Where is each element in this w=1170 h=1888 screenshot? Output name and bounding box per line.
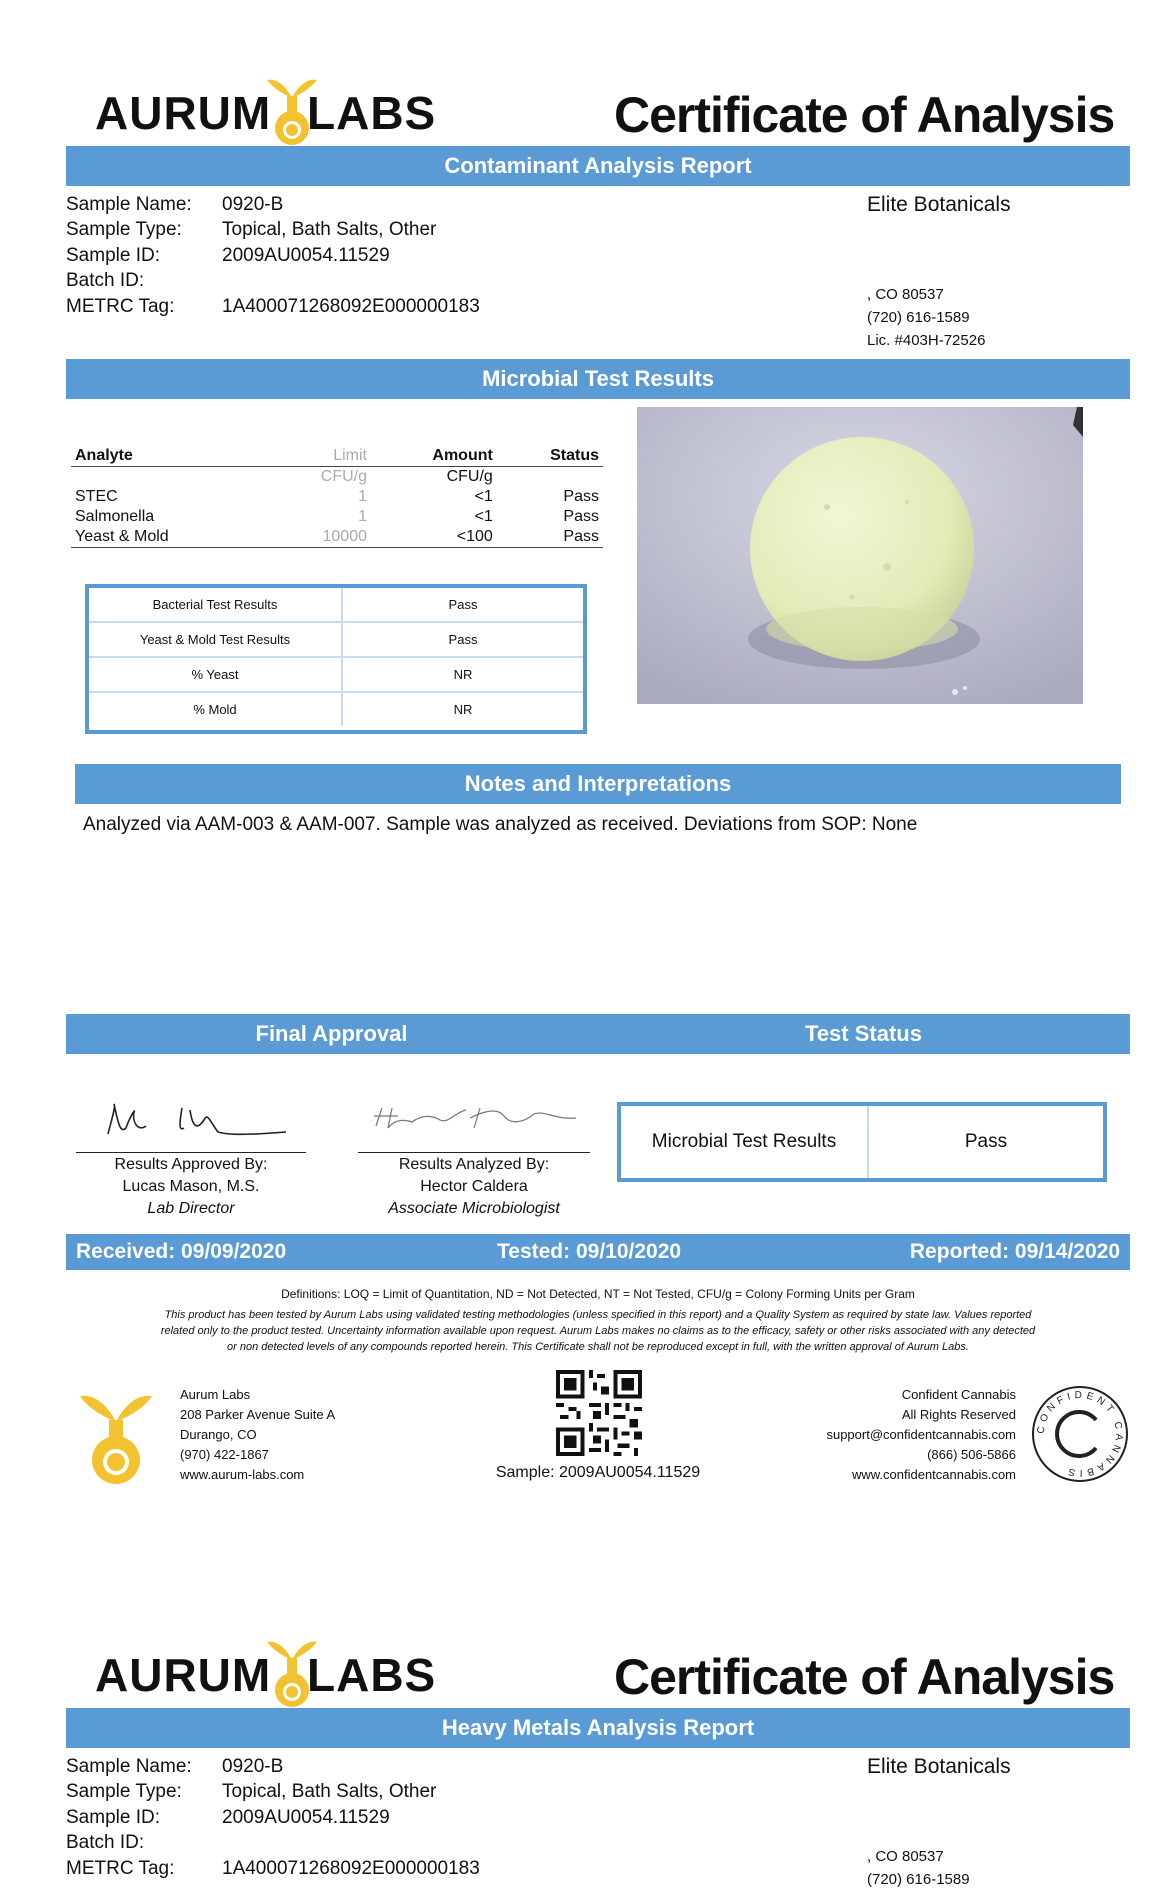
microbial-results-bar: Microbial Test Results [66, 359, 1130, 399]
client-name: Elite Botanicals [867, 193, 1011, 216]
col-limit: Limit [333, 447, 367, 464]
aurum-flask-footer-icon [78, 1384, 154, 1486]
amount-unit: CFU/g [446, 468, 493, 485]
reported-date: Reported: 09/14/2020 [909, 1240, 1120, 1263]
tested-date: Tested: 09/10/2020 [497, 1240, 682, 1263]
approved-name: Lucas Mason, M.S. [122, 1178, 260, 1195]
analyzed-block [358, 1154, 590, 1220]
table-row: Salmonella 1 <1 Pass [75, 508, 599, 525]
metrc-tag-label: METRC Tag: [66, 296, 175, 317]
definitions: Definitions: LOQ = Limit of Quantitation, ND = Not Detected, NT = Not Tested, CFU/g = Colony Forming Units per Gram [281, 1287, 915, 1301]
client-name-page2: Elite Botanicals [867, 1755, 1011, 1778]
client-license: Lic. #403H-72526 [867, 332, 986, 349]
disclaimer: This product has been tested by Aurum Labs using validated testing methodologies (unless specified in this report) and a Quality System as required by state law. Values reported related only to the product tested. Uncertainty information available upon request. Aurum Labs makes no claims as to the efficacy, safety or other risks associated with any detected or non detected levels of any compounds reported herein. This Certificate shall not be reproduced except in full, with the written approval of Aurum Labs. [160, 1309, 1036, 1353]
col-analyte: Analyte [75, 447, 133, 464]
contaminant-report-bar: Contaminant Analysis Report [66, 146, 1130, 186]
document-title: Certificate of Analysis [614, 87, 1115, 143]
summary-row: % Yeast NR [89, 658, 583, 693]
signature-lucas [100, 1098, 290, 1144]
header-logo [95, 68, 437, 148]
dates-bar [66, 1234, 1130, 1270]
batch-id-label: Batch ID: [66, 270, 145, 291]
document-title-page2: Certificate of Analysis [614, 1649, 1115, 1705]
qr-caption: Sample: 2009AU0054.11529 [495, 1464, 701, 1481]
approved-block [76, 1154, 306, 1220]
qr-code-icon [556, 1370, 642, 1456]
final-approval-bar: Final Approval [66, 1014, 597, 1054]
confident-cannabis-address: Confident Cannabis All Rights Reserved support@confidentcannabis.com (866) 506-5866 www.confidentcannabis.com [826, 1387, 1016, 1482]
summary-row: Bacterial Test Results Pass [89, 588, 583, 623]
analyzed-title: Associate Microbiologist [388, 1200, 560, 1217]
col-amount: Amount [432, 447, 493, 464]
summary-box [85, 584, 587, 734]
lab-address: Aurum Labs 208 Parker Avenue Suite A Durango, CO (970) 422-1867 www.aurum-labs.com [180, 1387, 336, 1482]
sample-id-label: Sample ID: [66, 245, 160, 266]
brand-left: AURUM [95, 87, 272, 139]
seal-text: CONFIDENT CANNABIS [1035, 1389, 1125, 1479]
table-row: STEC 1 <1 Pass [75, 488, 599, 505]
test-status-bar: Test Status [597, 1014, 1130, 1054]
brand-right-page2: LABS [307, 1649, 437, 1701]
summary-row: Yeast & Mold Test Results Pass [89, 623, 583, 658]
client-phone-page2: (720) 616-1589 [867, 1871, 970, 1888]
summary-row: % Mold NR [89, 693, 583, 726]
test-status-value: Pass [964, 1131, 1008, 1152]
client-city: , CO 80537 [867, 286, 944, 303]
sample-type-value: Topical, Bath Salts, Other [222, 219, 437, 240]
col-status: Status [550, 447, 599, 464]
heavy-metals-report-bar: Heavy Metals Analysis Report [66, 1708, 1130, 1748]
signature-hector [370, 1104, 580, 1134]
test-status-label: Microbial Test Results [621, 1106, 869, 1178]
received-date: Received: 09/09/2020 [76, 1240, 287, 1263]
header-logo-page2 [95, 1630, 437, 1710]
limit-unit: CFU/g [320, 468, 367, 485]
signature-line-analyzed [358, 1152, 590, 1153]
brand-right: LABS [307, 87, 437, 139]
client-phone: (720) 616-1589 [867, 309, 970, 326]
notes-bar: Notes and Interpretations [75, 764, 1121, 804]
svg-text:CONFIDENT CANNABIS [1036, 1390, 1125, 1478]
table-row: Yeast & Mold 10000 <100 Pass [71, 527, 603, 548]
brand-left-page2: AURUM [95, 1649, 272, 1701]
sample-name-label: Sample Name: [66, 194, 192, 215]
signature-line-approved [76, 1152, 306, 1153]
metrc-tag-value: 1A400071268092E000000183 [222, 296, 480, 317]
product-photo [637, 407, 1083, 704]
approved-title: Lab Director [147, 1200, 235, 1217]
microbial-table [71, 446, 603, 548]
analyzed-name: Hector Caldera [420, 1178, 528, 1195]
test-status-box [617, 1102, 1107, 1182]
sample-id-value: 2009AU0054.11529 [222, 245, 390, 266]
confident-cannabis-seal-icon [1030, 1384, 1130, 1484]
notes-text: Analyzed via AAM-003 & AAM-007. Sample was analyzed as received. Deviations from SOP: None [83, 814, 918, 835]
sample-type-label: Sample Type: [66, 219, 182, 240]
client-city-page2: , CO 80537 [867, 1848, 944, 1865]
approved-role: Results Approved By: [114, 1156, 268, 1173]
analyzed-role: Results Analyzed By: [398, 1156, 550, 1173]
sample-name-value: 0920-B [222, 194, 284, 215]
